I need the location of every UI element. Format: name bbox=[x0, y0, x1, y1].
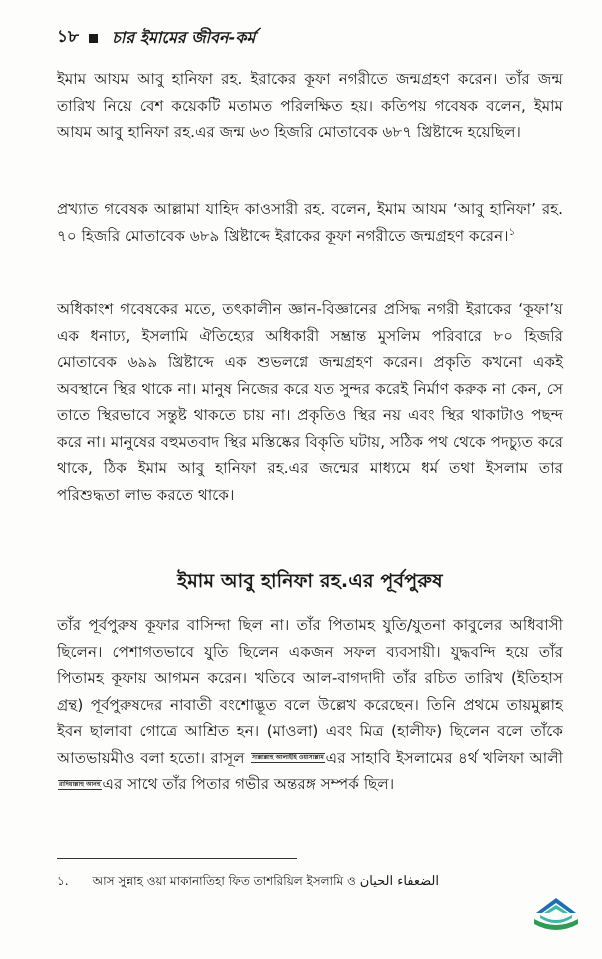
footnote-reference[interactable]: ১ bbox=[508, 226, 516, 238]
section-paragraph bbox=[57, 612, 563, 798]
footnote-arabic: الضعفاء الحيان bbox=[359, 874, 439, 889]
page-header bbox=[57, 26, 255, 50]
section-end-text: এর সাথে তাঁর পিতার গভীর অন্তরঙ্গ সম্পর্ক ছিল। bbox=[102, 775, 395, 793]
footnote-divider bbox=[57, 858, 297, 859]
section-middle-text: এর সাহাবি ইসলামের ৪র্থ খলিফা আলী bbox=[325, 748, 564, 767]
paragraph-3 bbox=[57, 296, 563, 508]
section-heading: ইমাম আবু হানিফা রহ.এর পূর্বপুরুষ bbox=[177, 570, 443, 592]
footnote bbox=[57, 872, 487, 891]
paragraph-2 bbox=[57, 196, 563, 249]
footnote-number: ১. bbox=[57, 874, 69, 888]
paragraph-2-text: প্রখ্যাত গবেষক আল্লামা যাহিদ কাওসারী রহ. বলেন, ইমাম আযম ‘আবু হানিফা’ রহ. ৭০ হিজরি মোতাবেক ৬৮৯ খ্রিষ্টাব্দে ইরাকের কূফা নগরীতে জন্মগ্রহণ করেন। bbox=[57, 200, 563, 245]
page-number: ১৮ bbox=[57, 27, 80, 47]
rasul-word: রাসূল bbox=[210, 748, 245, 767]
paragraph-1 bbox=[57, 66, 563, 146]
publisher-logo-icon bbox=[530, 895, 582, 937]
section-paragraph-text: তাঁর পূর্বপুরুষ কূফার বাসিন্দা ছিল না। তাঁর পিতামহ যুতি/যুতনা কাবুলের অধিবাসী ছিলেন। পেশাগতভাবে যুতি ছিলেন একজন সফল ব্যবসায়ী। যুদ্ধবন্দি হয়ে তাঁর পিতামহ কূফায় আগমন করেন। খতিবে আল-বাগদাদী তাঁর রচিত তারিখ (ইতিহাস গ্রন্থ) পূর্বপুরুষদের নাবাতী বংশোদ্ভূত বলে উল্লেখ করেছেন। তিনি প্রথমে তায়মুল্লাহ ইবন ছালাবা গোত্রে আশ্রিত হন। (মাওলা) এবং মিত্র (হালীফ) ছিলেন বলে তাঁকে আতভায়মীও বলা হতো। bbox=[57, 616, 563, 767]
square-bullet-icon bbox=[89, 34, 98, 43]
paragraph-1-text: ইমাম আযম আবু হানিফা রহ. ইরাকের কূফা নগরীতে জন্মগ্রহণ করেন। তাঁর জন্ম তারিখ নিয়ে বেশ কয়েকটি মতামত পরিলক্ষিত হয়। কতিপয় গবেষক বলেন, ইমাম আযম আবু হানিফা রহ.এর জন্ম ৬৩ হিজরি মোতাবেক ৬৮৭ খ্রিষ্টাব্দে হয়েছিল। bbox=[57, 70, 563, 141]
running-title: চার ইমামের জীবন-কর্ম bbox=[112, 27, 256, 47]
footnote-text: আস সুন্নাহ ওয়া মাকানাতিহা ফিত তাশরিয়িল ইসলামি ও bbox=[92, 874, 356, 888]
paragraph-3-text: অধিকাংশ গবেষকের মতে, তৎকালীন জ্ঞান-বিজ্ঞানের প্রসিদ্ধ নগরী ইরাকের ‘কূফা’য় এক ধনাঢ্য, ইসলামি ঐতিহ্যের অধিকারী সম্ভ্রান্ত মুসলিম পরিবারে ৮০ হিজরি মোতাবেক ৬৯৯ খ্রিষ্টাব্দে এক শুভলগ্নে জন্মগ্রহণ করেন। প্রকৃতি কখনো একই অবস্থানে স্থির থাকে না। মানুষ নিজের করে যত সুন্দর করেই নির্মাণ করুক না কেন, সে তাতে স্থিরভাবে সন্তুষ্ট থাকতে চায় না। প্রকৃতিও স্থির নয় এবং স্থির থাকাটাও পছন্দ করে না। মানুষের বহুমতবাদ স্থির মস্তিষ্কের বিকৃতি ঘটায়, সঠিক পথ থেকে পদচ্যুত করে থাকে, ঠিক ইমাম আবু হানিফা রহ.এর জন্মের মাধ্যমে ধর্ম তথা ইসলাম তার পরিশুদ্ধতা লাভ করতে থাকে। bbox=[57, 300, 563, 504]
salawat-calligraphy-icon: সাল্লাল্লাহু আলাইহি ওয়াসাল্লাম bbox=[252, 754, 324, 761]
radi-calligraphy-icon: রাদিয়াল্লাহু আনহু bbox=[59, 780, 101, 788]
